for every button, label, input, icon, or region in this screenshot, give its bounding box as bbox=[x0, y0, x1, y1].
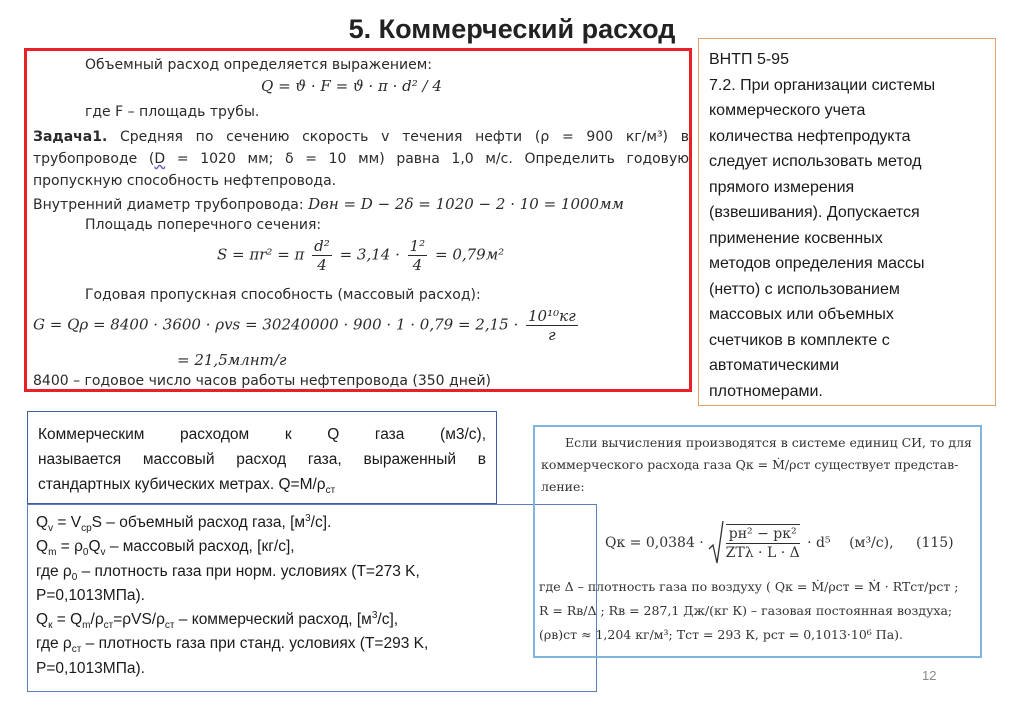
gas-line6: R = Rв/Δ ; Rв = 287,1 Дж/(кг К) – газовая постоянная воздуха; bbox=[539, 603, 953, 618]
gas-formulas-box bbox=[27, 504, 597, 692]
formula-normal-pressure: P=0,1013МПа). bbox=[36, 586, 145, 604]
definition-line1: Коммерческим расходом к Q газа (м3/с), bbox=[38, 426, 486, 443]
area-fraction-2-num: 1² bbox=[409, 237, 426, 255]
mass-flow-fraction-den: г bbox=[548, 326, 556, 344]
f6-a-sub: ст bbox=[71, 644, 82, 656]
area-formula bbox=[217, 237, 504, 274]
f5-f: /с], bbox=[377, 611, 399, 629]
inner-diameter-label: Внутренний диаметр трубопровода: bbox=[33, 197, 304, 213]
vntp-line: прямого измерения bbox=[709, 178, 855, 196]
volumetric-flow-intro: Объемный расход определяется выражением: bbox=[85, 57, 432, 73]
vntp-line: коммерческого учета bbox=[709, 102, 866, 119]
mass-flow-formula bbox=[33, 307, 581, 344]
task-label: Задача1. bbox=[33, 129, 108, 145]
vntp-line: (нетто) с использованием bbox=[709, 280, 900, 298]
gas-formula-units: (м³/с), bbox=[849, 535, 894, 551]
gas-sqrt-fraction bbox=[726, 524, 800, 562]
f5-c: /ρ bbox=[90, 611, 104, 629]
f5-c-sub: ст bbox=[103, 620, 114, 632]
area-fraction-1 bbox=[312, 237, 332, 274]
f2-a: Q bbox=[36, 538, 49, 556]
area-formula-start: S = πr² = π bbox=[217, 245, 305, 264]
f5-b-sub: m bbox=[82, 620, 91, 632]
f6-b: – плотность газа при станд. условиях (T=293 K, bbox=[81, 635, 429, 653]
vntp-box bbox=[698, 38, 996, 406]
f2-b: = ρ bbox=[56, 538, 83, 556]
vntp-line: количества нефтепродукта bbox=[709, 127, 911, 145]
area-label: Площадь поперечного сечения: bbox=[85, 217, 322, 233]
gas-formula-number: (115) bbox=[915, 535, 954, 551]
gas-line5: где Δ – плотность газа по воздуху ( Qк = Ṁ/ρст = Ṁ · RTст/pст ; bbox=[539, 579, 959, 594]
formula-standard-density bbox=[36, 632, 588, 656]
f2-c-sub: v bbox=[100, 547, 106, 559]
gas-formula bbox=[605, 519, 954, 567]
formula-standard-pressure: P=0,1013МПа). bbox=[36, 659, 145, 677]
f1-d: /с]. bbox=[310, 514, 332, 531]
f5-b: = Q bbox=[52, 611, 83, 629]
inner-diameter-formula: Dвн = D − 2δ = 1020 − 2 · 10 = 1000мм bbox=[308, 195, 624, 213]
area-fraction-1-num: d² bbox=[314, 237, 330, 255]
gas-line2: коммерческого расхода газа Qк = Ṁ/ρст существует представ- bbox=[541, 457, 959, 472]
area-formula-mid: = 3,14 · bbox=[339, 245, 400, 264]
vntp-line: 7.2. При организации системы bbox=[709, 76, 936, 94]
formula-mass bbox=[36, 535, 588, 559]
inner-diameter-row bbox=[33, 195, 624, 213]
task-statement-line2 bbox=[33, 151, 689, 167]
vntp-line: ВНТП 5-95 bbox=[709, 51, 789, 68]
f1-b: = V bbox=[53, 514, 82, 531]
vntp-line: (взвешивания). Допускается bbox=[709, 204, 920, 221]
vntp-line: методов определения массы bbox=[709, 255, 925, 272]
formula-volumetric bbox=[36, 511, 588, 535]
area-fraction-2 bbox=[408, 237, 428, 274]
f3-a: где ρ bbox=[36, 562, 72, 580]
f1-sup: 3 bbox=[305, 512, 311, 524]
gas-line1: Если вычисления производятся в системе единиц СИ, то для bbox=[565, 435, 972, 450]
f5-d: =ρVS/ρ bbox=[113, 611, 165, 629]
gas-formula-left: Qк = 0,0384 · bbox=[605, 535, 704, 551]
commercial-flow-definition-box bbox=[27, 411, 497, 504]
f1-a-sub: v bbox=[48, 523, 54, 535]
definition-line3-sub: ст bbox=[325, 485, 336, 497]
definition-line3-text: стандартных кубических метрах. Q=M/ρ bbox=[38, 476, 326, 493]
gas-line3: ление: bbox=[541, 479, 585, 494]
f5-e: – коммерческий расход, [м bbox=[174, 611, 372, 629]
gas-formula-d5: · d⁵ bbox=[807, 535, 831, 551]
vntp-line: применение косвенных bbox=[709, 229, 883, 247]
volumetric-flow-formula: Q = ϑ · F = ϑ · π · d² / 4 bbox=[261, 77, 442, 95]
task-statement-line3: пропускную способность нефтепровода. bbox=[33, 173, 337, 189]
gas-si-box bbox=[533, 425, 982, 658]
definition-line3 bbox=[38, 472, 486, 497]
area-fraction-2-den: 4 bbox=[412, 256, 423, 274]
f1-c: S – объемный расход газа, [м bbox=[91, 514, 306, 531]
area-fraction-1-den: 4 bbox=[317, 256, 327, 274]
mass-flow-fraction-num: 10¹⁰кг bbox=[528, 307, 576, 325]
formula-commercial bbox=[36, 608, 588, 632]
page-number: 12 bbox=[922, 668, 937, 683]
f2-c: Q bbox=[88, 538, 101, 556]
f2-d: – массовый расход, [кг/с], bbox=[105, 538, 295, 556]
task-text-2a: трубопроводе ( bbox=[33, 151, 155, 167]
mass-flow-result: = 21,5млнт/г bbox=[177, 351, 287, 369]
f5-sup: 3 bbox=[371, 610, 378, 622]
definition-line2: называется массовый расход газа, выраженный в bbox=[38, 451, 486, 468]
mass-flow-fraction bbox=[526, 307, 578, 344]
task-text-2d: D bbox=[154, 151, 166, 167]
gas-sqrt-den: ZTλ · L · Δ bbox=[725, 545, 800, 561]
task-statement-line1 bbox=[33, 129, 689, 145]
vntp-line: автоматическими bbox=[709, 357, 840, 374]
task-text-1: Средняя по сечению скорость v течения нефти (ρ = 900 кг/м³) в bbox=[120, 129, 689, 145]
gas-line7: (ρв)ст ≈ 1,204 кг/м³; Tст = 293 К, pст = 0,1013·10⁶ Па). bbox=[539, 627, 903, 642]
vntp-line: счетчиков в комплекте с bbox=[709, 331, 890, 349]
sqrt-icon bbox=[708, 519, 724, 567]
f3-b: – плотность газа при норм. условиях (T=273 K, bbox=[77, 562, 420, 580]
vntp-line: массовых или объемных bbox=[709, 306, 894, 323]
f6-a: где ρ bbox=[36, 635, 72, 653]
hours-note: 8400 – годовое число часов работы нефтепровода (350 дней) bbox=[33, 373, 492, 389]
f2-b-sub: 0 bbox=[82, 547, 89, 559]
vntp-line: плотномерами. bbox=[709, 382, 823, 400]
gas-sqrt-num: pн² − pк² bbox=[726, 525, 800, 544]
f5-d-sub: ст bbox=[164, 620, 175, 632]
task-text-2b: = 1020 мм; δ = 10 мм) равна 1,0 м/с. Определить годовую bbox=[176, 151, 690, 167]
area-note: где F – площадь трубы. bbox=[85, 104, 260, 120]
f2-a-sub: m bbox=[48, 547, 57, 559]
f1-b-sub: cp bbox=[81, 523, 92, 535]
slide-title: 5. Коммерческий расход bbox=[348, 14, 676, 44]
formula-normal-density bbox=[36, 560, 588, 584]
annual-capacity-label: Годовая пропускная способность (массовый расход): bbox=[85, 287, 481, 303]
f1-a: Q bbox=[36, 514, 49, 531]
f3-a-sub: 0 bbox=[71, 571, 78, 583]
f5-a: Q bbox=[36, 611, 49, 629]
f5-a-sub: к bbox=[48, 620, 53, 632]
vntp-line: следует использовать метод bbox=[709, 153, 922, 170]
task-box bbox=[24, 48, 692, 392]
area-formula-end: = 0,79м² bbox=[434, 245, 505, 264]
mass-flow-formula-main: G = Qρ = 8400 · 3600 · ρvs = 30240000 · 900 · 1 · 0,79 = 2,15 · bbox=[33, 315, 519, 334]
